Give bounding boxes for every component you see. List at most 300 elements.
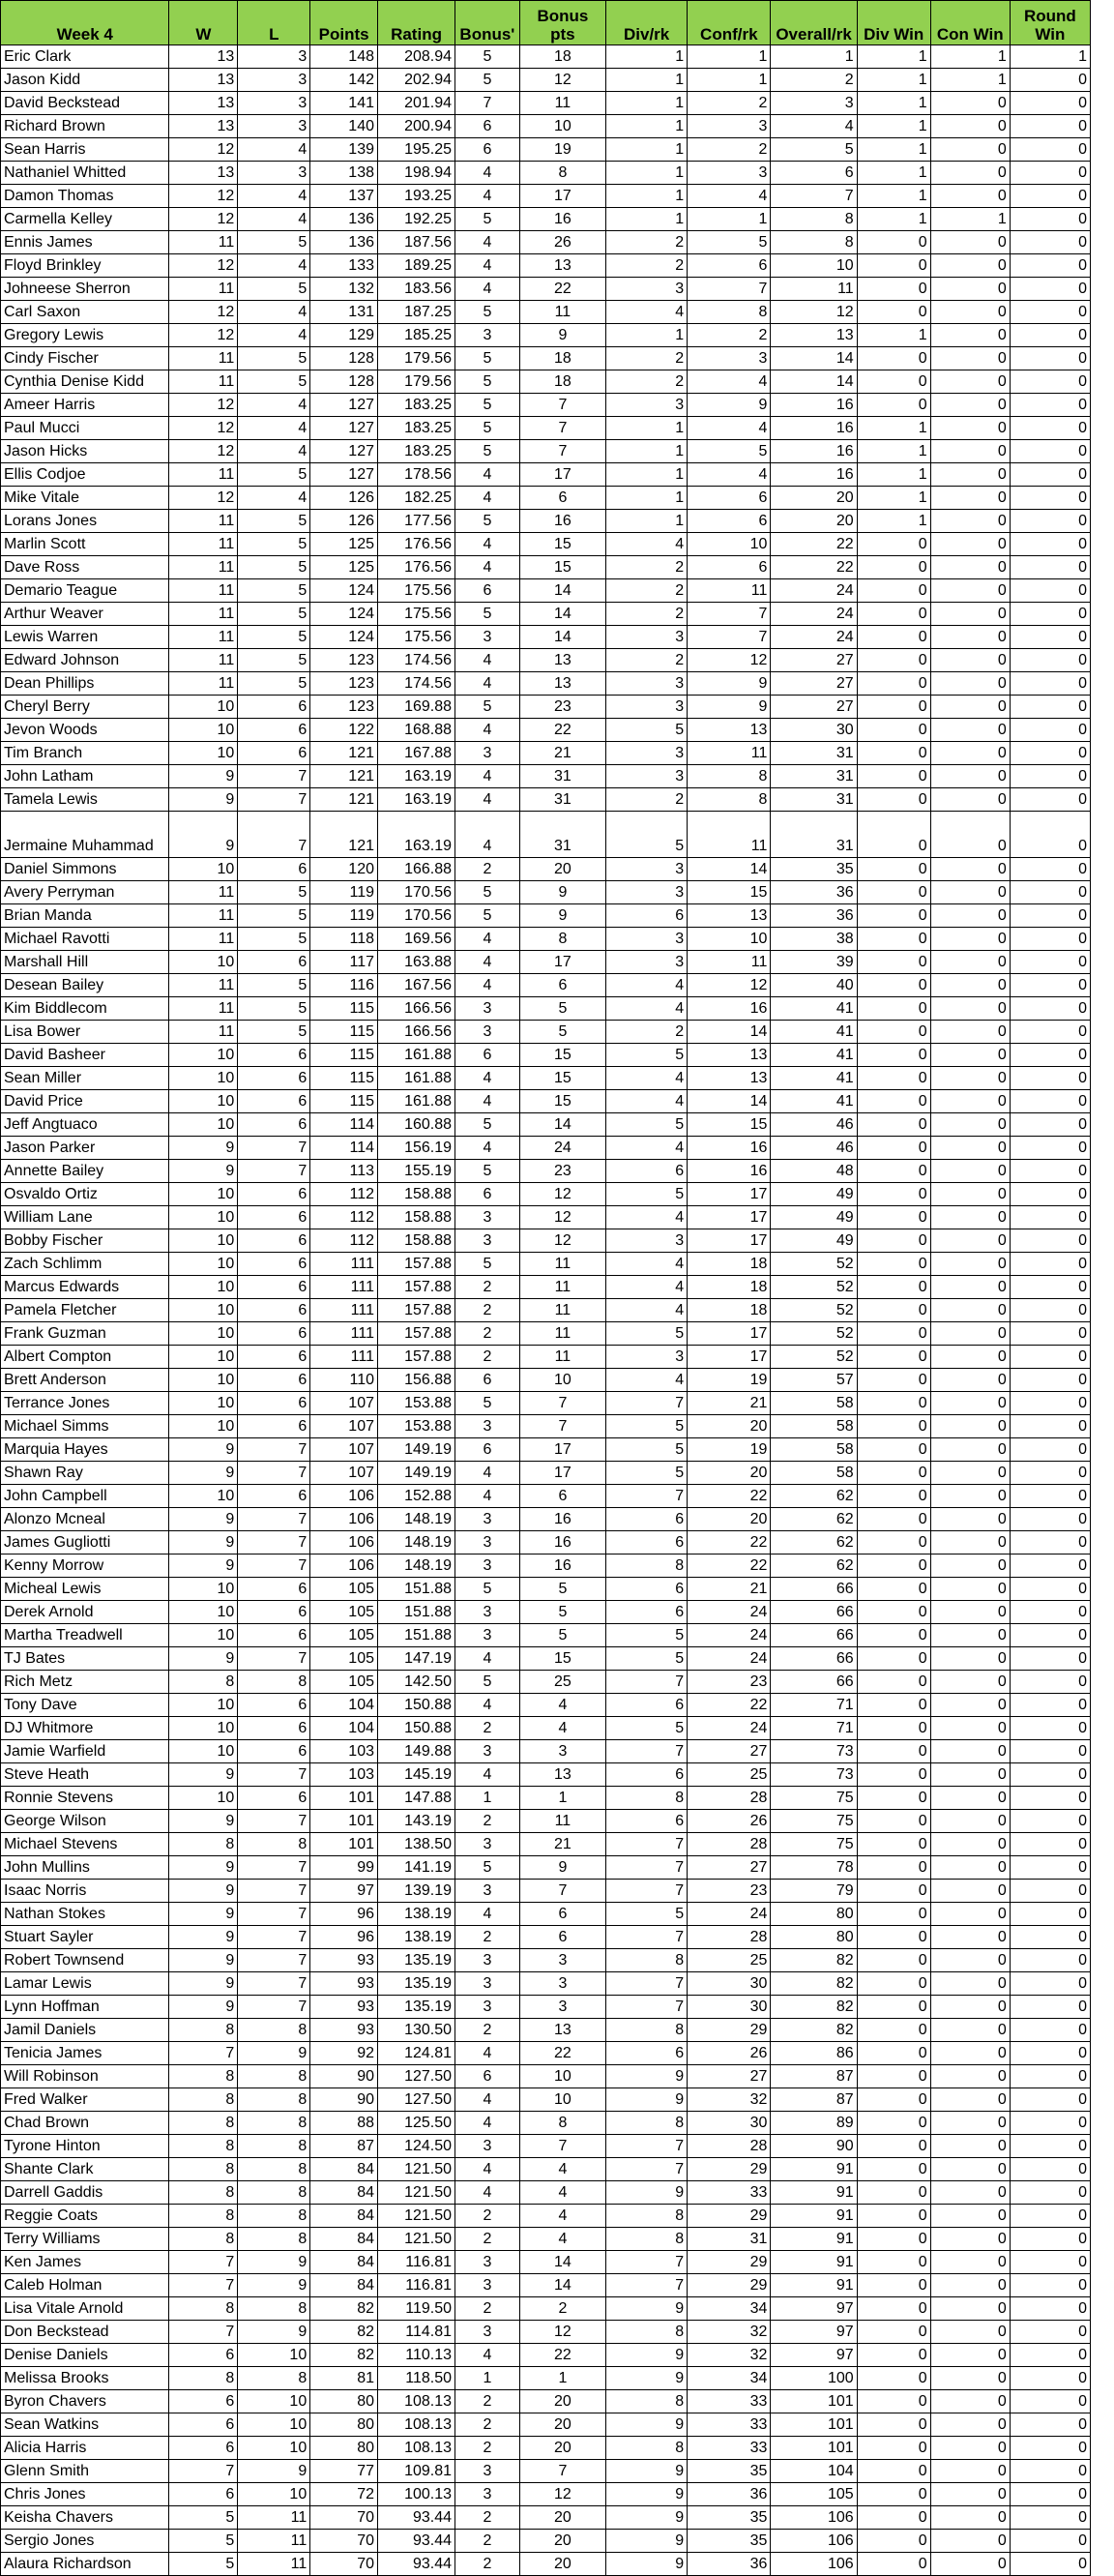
overall-rank-cell: 12 <box>771 301 857 324</box>
bonus-pts-cell: 18 <box>519 370 605 394</box>
rating-cell: 189.25 <box>378 254 455 278</box>
div-win-cell: 0 <box>857 1392 930 1415</box>
round-win-cell: 0 <box>1010 370 1090 394</box>
bonus-pts-cell: 11 <box>519 1346 605 1369</box>
wins-cell: 11 <box>169 510 238 533</box>
losses-cell: 6 <box>238 1206 310 1229</box>
wins-cell: 8 <box>169 1833 238 1856</box>
overall-rank-cell: 46 <box>771 1137 857 1160</box>
bonus-count-cell: 4 <box>455 649 520 672</box>
conf-rank-cell: 11 <box>688 812 771 858</box>
bonus-count-cell: 4 <box>455 812 520 858</box>
div-rank-cell: 8 <box>606 1949 688 1972</box>
round-win-cell: 0 <box>1010 185 1090 208</box>
rating-cell: 161.88 <box>378 1044 455 1067</box>
bonus-count-cell: 5 <box>455 301 520 324</box>
player-name-cell: Edward Johnson <box>1 649 169 672</box>
points-cell: 70 <box>310 2530 378 2553</box>
table-row <box>1 579 1091 603</box>
points-cell: 121 <box>310 742 378 765</box>
player-name-cell: Avery Perryman <box>1 881 169 904</box>
con-win-cell: 0 <box>930 1856 1010 1880</box>
table-row <box>1 788 1091 812</box>
round-win-cell: 0 <box>1010 1021 1090 1044</box>
bonus-pts-cell: 3 <box>519 1949 605 1972</box>
wins-cell: 13 <box>169 45 238 69</box>
wins-cell: 10 <box>169 1694 238 1717</box>
div-win-cell: 0 <box>857 1856 930 1880</box>
losses-cell: 5 <box>238 1021 310 1044</box>
player-name-cell: Lisa Bower <box>1 1021 169 1044</box>
div-rank-cell: 2 <box>606 649 688 672</box>
div-win-cell: 0 <box>857 2483 930 2506</box>
conf-rank-cell: 15 <box>688 881 771 904</box>
div-rank-cell: 1 <box>606 324 688 347</box>
wins-cell: 13 <box>169 69 238 92</box>
con-win-cell: 0 <box>930 1763 1010 1787</box>
player-name-cell: Terry Williams <box>1 2228 169 2251</box>
table-row <box>1 1438 1091 1462</box>
wins-cell: 11 <box>169 278 238 301</box>
losses-cell: 7 <box>238 765 310 788</box>
player-name-cell: William Lane <box>1 1206 169 1229</box>
conf-rank-cell: 23 <box>688 1671 771 1694</box>
con-win-cell: 0 <box>930 1160 1010 1183</box>
bonus-count-cell: 3 <box>455 2483 520 2506</box>
table-row <box>1 1624 1091 1647</box>
rating-cell: 143.19 <box>378 1810 455 1833</box>
points-cell: 106 <box>310 1485 378 1508</box>
div-rank-cell: 4 <box>606 974 688 997</box>
div-rank-cell: 9 <box>606 2506 688 2530</box>
overall-rank-cell: 52 <box>771 1322 857 1346</box>
table-row <box>1 1949 1091 1972</box>
div-win-cell: 0 <box>857 1671 930 1694</box>
con-win-cell: 0 <box>930 1206 1010 1229</box>
overall-rank-cell: 14 <box>771 370 857 394</box>
overall-rank-cell: 62 <box>771 1485 857 1508</box>
bonus-pts-cell: 7 <box>519 1415 605 1438</box>
bonus-pts-cell: 9 <box>519 904 605 928</box>
points-cell: 87 <box>310 2135 378 2158</box>
div-rank-cell: 8 <box>606 1787 688 1810</box>
div-rank-cell: 1 <box>606 417 688 440</box>
div-rank-cell: 2 <box>606 254 688 278</box>
bonus-pts-cell: 4 <box>519 2228 605 2251</box>
conf-rank-cell: 3 <box>688 162 771 185</box>
rating-cell: 155.19 <box>378 1160 455 1183</box>
table-row <box>1 185 1091 208</box>
bonus-pts-cell: 13 <box>519 2019 605 2042</box>
round-win-cell: 0 <box>1010 138 1090 162</box>
wins-cell: 10 <box>169 1601 238 1624</box>
div-win-cell: 0 <box>857 2112 930 2135</box>
bonus-pts-cell: 31 <box>519 788 605 812</box>
bonus-count-cell: 5 <box>455 69 520 92</box>
player-name-cell: Isaac Norris <box>1 1880 169 1903</box>
player-name-cell: Fred Walker <box>1 2088 169 2112</box>
div-win-cell: 0 <box>857 1833 930 1856</box>
div-rank-cell: 8 <box>606 2205 688 2228</box>
bonus-pts-cell: 15 <box>519 1067 605 1090</box>
player-name-cell: Stuart Sayler <box>1 1926 169 1949</box>
wins-cell: 8 <box>169 2088 238 2112</box>
bonus-count-cell: 5 <box>455 1671 520 1694</box>
bonus-count-cell: 4 <box>455 1067 520 1090</box>
player-name-cell: Robert Townsend <box>1 1949 169 1972</box>
rating-cell: 93.44 <box>378 2530 455 2553</box>
div-rank-cell: 9 <box>606 2065 688 2088</box>
points-cell: 124 <box>310 626 378 649</box>
player-name-cell: Jeff Angtuaco <box>1 1113 169 1137</box>
rating-cell: 174.56 <box>378 649 455 672</box>
round-win-cell: 0 <box>1010 1369 1090 1392</box>
round-win-cell: 0 <box>1010 1137 1090 1160</box>
rating-cell: 166.56 <box>378 997 455 1021</box>
div-win-cell: 0 <box>857 2181 930 2205</box>
round-win-cell: 0 <box>1010 1763 1090 1787</box>
rating-cell: 157.88 <box>378 1322 455 1346</box>
con-win-cell: 0 <box>930 719 1010 742</box>
losses-cell: 6 <box>238 1253 310 1276</box>
round-win-cell: 0 <box>1010 742 1090 765</box>
rating-cell: 100.13 <box>378 2483 455 2506</box>
con-win-cell: 0 <box>930 974 1010 997</box>
points-cell: 103 <box>310 1763 378 1787</box>
div-win-cell: 0 <box>857 1531 930 1554</box>
losses-cell: 6 <box>238 1601 310 1624</box>
con-win-cell: 0 <box>930 2228 1010 2251</box>
wins-cell: 8 <box>169 2205 238 2228</box>
overall-rank-cell: 82 <box>771 1972 857 1996</box>
points-cell: 114 <box>310 1137 378 1160</box>
round-win-cell: 0 <box>1010 1996 1090 2019</box>
conf-rank-cell: 33 <box>688 2413 771 2437</box>
player-name-cell: Tenicia James <box>1 2042 169 2065</box>
conf-rank-cell: 3 <box>688 347 771 370</box>
wins-cell: 9 <box>169 1531 238 1554</box>
bonus-pts-cell: 17 <box>519 951 605 974</box>
overall-rank-cell: 22 <box>771 533 857 556</box>
bonus-count-cell: 3 <box>455 742 520 765</box>
overall-rank-cell: 87 <box>771 2088 857 2112</box>
wins-cell: 10 <box>169 1067 238 1090</box>
table-row <box>1 1531 1091 1554</box>
player-name-cell: Jamil Daniels <box>1 2019 169 2042</box>
con-win-cell: 0 <box>930 672 1010 696</box>
div-rank-cell: 4 <box>606 1253 688 1276</box>
points-cell: 121 <box>310 765 378 788</box>
bonus-count-cell: 5 <box>455 1113 520 1137</box>
rating-cell: 135.19 <box>378 1996 455 2019</box>
conf-rank-cell: 18 <box>688 1253 771 1276</box>
div-win-cell: 0 <box>857 2205 930 2228</box>
rating-cell: 110.13 <box>378 2344 455 2367</box>
conf-rank-cell: 7 <box>688 603 771 626</box>
points-cell: 113 <box>310 1160 378 1183</box>
bonus-pts-cell: 4 <box>519 1694 605 1717</box>
overall-rank-cell: 14 <box>771 347 857 370</box>
div-rank-cell: 5 <box>606 1415 688 1438</box>
con-win-cell: 0 <box>930 278 1010 301</box>
div-win-cell: 0 <box>857 556 930 579</box>
overall-rank-cell: 86 <box>771 2042 857 2065</box>
overall-rank-cell: 5 <box>771 138 857 162</box>
points-cell: 105 <box>310 1671 378 1694</box>
wins-cell: 11 <box>169 463 238 487</box>
table-row <box>1 2274 1091 2297</box>
player-name-cell: Albert Compton <box>1 1346 169 1369</box>
div-win-cell: 0 <box>857 858 930 881</box>
div-win-cell: 0 <box>857 719 930 742</box>
div-win-cell: 0 <box>857 1485 930 1508</box>
con-win-cell: 0 <box>930 1021 1010 1044</box>
div-rank-cell: 4 <box>606 997 688 1021</box>
bonus-pts-cell: 16 <box>519 1531 605 1554</box>
points-cell: 104 <box>310 1694 378 1717</box>
round-win-cell: 0 <box>1010 1880 1090 1903</box>
conf-rank-cell: 28 <box>688 1926 771 1949</box>
div-win-cell: 0 <box>857 1949 930 1972</box>
wins-cell: 9 <box>169 1137 238 1160</box>
table-row <box>1 951 1091 974</box>
div-rank-cell: 5 <box>606 1044 688 1067</box>
bonus-count-cell: 4 <box>455 2344 520 2367</box>
overall-rank-cell: 39 <box>771 951 857 974</box>
con-win-cell: 0 <box>930 904 1010 928</box>
bonus-pts-cell: 15 <box>519 1044 605 1067</box>
wins-cell: 12 <box>169 208 238 231</box>
rating-cell: 108.13 <box>378 2437 455 2460</box>
player-name-cell: Lamar Lewis <box>1 1972 169 1996</box>
player-name-cell: Brian Manda <box>1 904 169 928</box>
rating-cell: 150.88 <box>378 1694 455 1717</box>
div-rank-cell: 9 <box>606 2344 688 2367</box>
wins-cell: 10 <box>169 1229 238 1253</box>
bonus-count-cell: 5 <box>455 904 520 928</box>
div-win-cell: 0 <box>857 1763 930 1787</box>
round-win-cell: 0 <box>1010 788 1090 812</box>
losses-cell: 5 <box>238 928 310 951</box>
conf-rank-cell: 9 <box>688 696 771 719</box>
table-row <box>1 1647 1091 1671</box>
bonus-pts-cell: 11 <box>519 92 605 115</box>
bonus-count-cell: 2 <box>455 2019 520 2042</box>
round-win-cell: 0 <box>1010 812 1090 858</box>
losses-cell: 8 <box>238 1671 310 1694</box>
rating-cell: 177.56 <box>378 510 455 533</box>
player-name-cell: Osvaldo Ortiz <box>1 1183 169 1206</box>
div-rank-cell: 4 <box>606 1090 688 1113</box>
round-win-cell: 0 <box>1010 1276 1090 1299</box>
bonus-pts-cell: 12 <box>519 2483 605 2506</box>
losses-cell: 6 <box>238 1044 310 1067</box>
bonus-pts-cell: 8 <box>519 162 605 185</box>
rating-cell: 167.88 <box>378 742 455 765</box>
losses-cell: 7 <box>238 1996 310 2019</box>
div-rank-cell: 4 <box>606 1369 688 1392</box>
overall-rank-cell: 79 <box>771 1880 857 1903</box>
bonus-pts-cell: 15 <box>519 1647 605 1671</box>
con-win-cell: 0 <box>930 788 1010 812</box>
wins-cell: 8 <box>169 2181 238 2205</box>
overall-rank-cell: 41 <box>771 1090 857 1113</box>
div-win-cell: 0 <box>857 533 930 556</box>
conf-rank-cell: 14 <box>688 1090 771 1113</box>
con-win-cell: 0 <box>930 1810 1010 1833</box>
div-win-cell: 0 <box>857 1322 930 1346</box>
con-win-cell: 0 <box>930 1740 1010 1763</box>
con-win-cell: 0 <box>930 1485 1010 1508</box>
bonus-count-cell: 5 <box>455 1392 520 1415</box>
table-row <box>1 254 1091 278</box>
conf-rank-cell: 33 <box>688 2181 771 2205</box>
wins-cell: 9 <box>169 1160 238 1183</box>
div-rank-cell: 3 <box>606 742 688 765</box>
conf-rank-cell: 11 <box>688 742 771 765</box>
conf-rank-cell: 23 <box>688 1880 771 1903</box>
header-w: W <box>169 1 238 45</box>
losses-cell: 8 <box>238 2158 310 2181</box>
conf-rank-cell: 18 <box>688 1276 771 1299</box>
rating-cell: 148.19 <box>378 1508 455 1531</box>
round-win-cell: 0 <box>1010 858 1090 881</box>
points-cell: 106 <box>310 1508 378 1531</box>
points-cell: 140 <box>310 115 378 138</box>
overall-rank-cell: 41 <box>771 1044 857 1067</box>
conf-rank-cell: 29 <box>688 2205 771 2228</box>
conf-rank-cell: 29 <box>688 2019 771 2042</box>
player-name-cell: Paul Mucci <box>1 417 169 440</box>
losses-cell: 6 <box>238 1740 310 1763</box>
overall-rank-cell: 24 <box>771 579 857 603</box>
round-win-cell: 0 <box>1010 579 1090 603</box>
player-name-cell: Lynn Hoffman <box>1 1996 169 2019</box>
points-cell: 112 <box>310 1183 378 1206</box>
round-win-cell: 0 <box>1010 1949 1090 1972</box>
div-rank-cell: 9 <box>606 2530 688 2553</box>
bonus-count-cell: 5 <box>455 417 520 440</box>
losses-cell: 8 <box>238 2135 310 2158</box>
bonus-pts-cell: 7 <box>519 417 605 440</box>
round-win-cell: 0 <box>1010 1229 1090 1253</box>
conf-rank-cell: 19 <box>688 1369 771 1392</box>
div-rank-cell: 8 <box>606 2228 688 2251</box>
bonus-count-cell: 4 <box>455 1090 520 1113</box>
overall-rank-cell: 66 <box>771 1647 857 1671</box>
bonus-count-cell: 3 <box>455 2274 520 2297</box>
header-div-win: Div Win <box>857 1 930 45</box>
rating-cell: 149.88 <box>378 1740 455 1763</box>
round-win-cell: 0 <box>1010 231 1090 254</box>
table-row <box>1 463 1091 487</box>
wins-cell: 12 <box>169 394 238 417</box>
bonus-pts-cell: 2 <box>519 2297 605 2321</box>
player-name-cell: Annette Bailey <box>1 1160 169 1183</box>
conf-rank-cell: 25 <box>688 1763 771 1787</box>
rating-cell: 108.13 <box>378 2413 455 2437</box>
wins-cell: 9 <box>169 1949 238 1972</box>
bonus-count-cell: 6 <box>455 1044 520 1067</box>
div-win-cell: 0 <box>857 1044 930 1067</box>
div-rank-cell: 2 <box>606 347 688 370</box>
conf-rank-cell: 9 <box>688 672 771 696</box>
bonus-pts-cell: 25 <box>519 1671 605 1694</box>
bonus-pts-cell: 12 <box>519 69 605 92</box>
player-name-cell: Nathaniel Whitted <box>1 162 169 185</box>
round-win-cell: 0 <box>1010 1624 1090 1647</box>
player-name-cell: Demario Teague <box>1 579 169 603</box>
points-cell: 90 <box>310 2065 378 2088</box>
rating-cell: 135.19 <box>378 1972 455 1996</box>
rating-cell: 125.50 <box>378 2112 455 2135</box>
conf-rank-cell: 29 <box>688 2158 771 2181</box>
con-win-cell: 0 <box>930 2274 1010 2297</box>
rating-cell: 138.19 <box>378 1926 455 1949</box>
wins-cell: 10 <box>169 1369 238 1392</box>
conf-rank-cell: 29 <box>688 2251 771 2274</box>
points-cell: 122 <box>310 719 378 742</box>
conf-rank-cell: 16 <box>688 1160 771 1183</box>
points-cell: 117 <box>310 951 378 974</box>
round-win-cell: 0 <box>1010 1415 1090 1438</box>
losses-cell: 5 <box>238 626 310 649</box>
bonus-pts-cell: 7 <box>519 1392 605 1415</box>
round-win-cell: 0 <box>1010 1554 1090 1578</box>
conf-rank-cell: 30 <box>688 2112 771 2135</box>
wins-cell: 11 <box>169 672 238 696</box>
losses-cell: 6 <box>238 858 310 881</box>
rating-cell: 147.88 <box>378 1787 455 1810</box>
rating-cell: 121.50 <box>378 2158 455 2181</box>
conf-rank-cell: 30 <box>688 1972 771 1996</box>
round-win-cell: 0 <box>1010 487 1090 510</box>
rating-cell: 157.88 <box>378 1299 455 1322</box>
con-win-cell: 0 <box>930 1996 1010 2019</box>
div-win-cell: 0 <box>857 1787 930 1810</box>
bonus-pts-cell: 16 <box>519 510 605 533</box>
header-l: L <box>238 1 310 45</box>
con-win-cell: 0 <box>930 370 1010 394</box>
bonus-pts-cell: 9 <box>519 1856 605 1880</box>
losses-cell: 6 <box>238 1485 310 1508</box>
losses-cell: 3 <box>238 162 310 185</box>
round-win-cell: 0 <box>1010 1717 1090 1740</box>
con-win-cell: 0 <box>930 2112 1010 2135</box>
losses-cell: 7 <box>238 1531 310 1554</box>
con-win-cell: 0 <box>930 765 1010 788</box>
con-win-cell: 0 <box>930 1601 1010 1624</box>
conf-rank-cell: 33 <box>688 2390 771 2413</box>
table-row <box>1 858 1091 881</box>
div-win-cell: 0 <box>857 765 930 788</box>
points-cell: 138 <box>310 162 378 185</box>
points-cell: 101 <box>310 1810 378 1833</box>
bonus-count-cell: 5 <box>455 881 520 904</box>
conf-rank-cell: 4 <box>688 185 771 208</box>
rating-cell: 166.88 <box>378 858 455 881</box>
wins-cell: 10 <box>169 1044 238 1067</box>
div-rank-cell: 7 <box>606 1972 688 1996</box>
bonus-count-cell: 4 <box>455 1763 520 1787</box>
bonus-count-cell: 4 <box>455 278 520 301</box>
div-win-cell: 1 <box>857 324 930 347</box>
rating-cell: 163.88 <box>378 951 455 974</box>
conf-rank-cell: 13 <box>688 1067 771 1090</box>
bonus-pts-cell: 14 <box>519 626 605 649</box>
rating-cell: 153.88 <box>378 1415 455 1438</box>
overall-rank-cell: 24 <box>771 626 857 649</box>
